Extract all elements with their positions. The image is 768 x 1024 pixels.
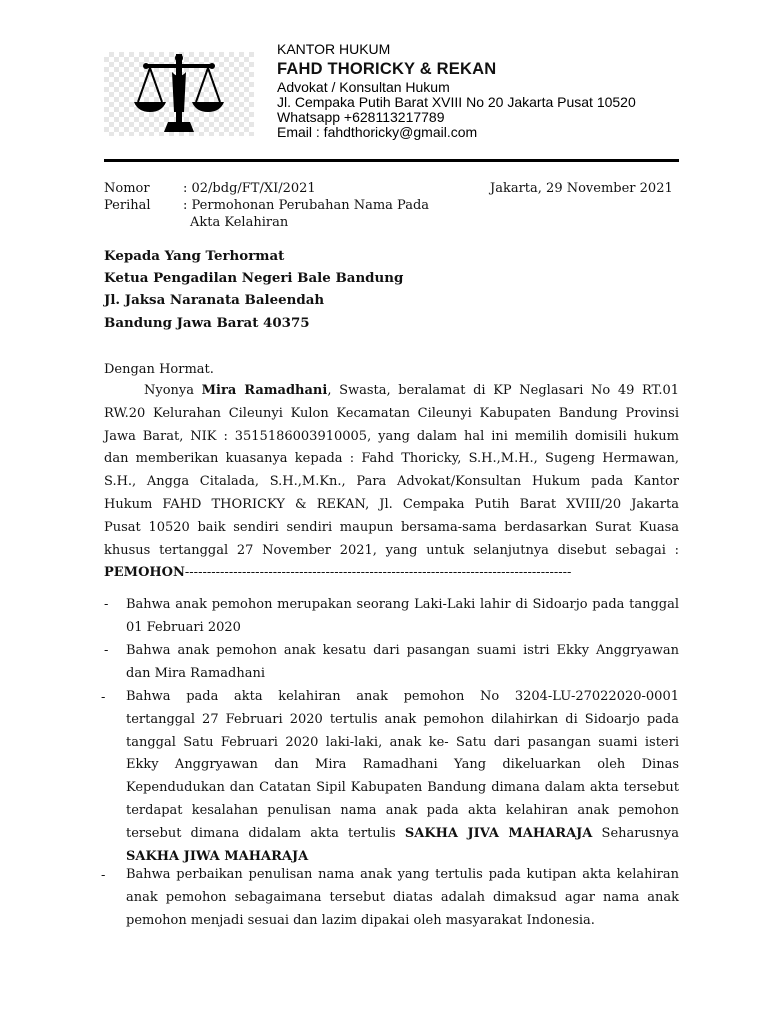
pemohon-line (104, 562, 679, 585)
applicant-name: Mira Ramadhani (201, 383, 328, 398)
body-line: Jawa Barat, NIK : 3515186003910005, yang dalam hal ini memilih domisili hukum (104, 428, 679, 444)
perihal-value: : Permohonan Perubahan Nama Pada (183, 198, 430, 213)
dash-fill: ---------------------------------------------------------------------------------------- (184, 565, 572, 581)
perihal-value-cont: Akta Kelahiran (190, 215, 289, 230)
firm-subtitle: Advokat / Konsultan Hukum (277, 79, 450, 95)
body-line: dan memberikan kuasanya kepada : Fahd Thoricky, S.H.,M.H., Sugeng Hermawan, (104, 451, 679, 467)
recipient-line-1: Kepada Yang Terhormat (104, 248, 285, 264)
body-line: Nyonya Mira Ramadhani, Swasta, beralamat di KP Neglasari No 49 RT.01 (144, 383, 679, 398)
recipient-line-4: Bandung Jawa Barat 40375 (104, 315, 310, 331)
firm-whatsapp: Whatsapp +628113217789 (277, 109, 445, 125)
bullet-item-2: Bahwa anak pemohon anak kesatu dari pasangan suami istri Ekky Anggryawan dan Mira Ramadhani (126, 643, 679, 681)
bullet-dash: - (101, 690, 106, 705)
body-paragraph (104, 380, 679, 585)
bullet-dash: - (101, 868, 106, 883)
firm-address: Jl. Cempaka Putih Barat XVIII No 20 Jakarta Pusat 10520 (277, 94, 636, 110)
firm-name: FAHD THORICKY & REKAN (277, 60, 497, 78)
correct-name: SAKHA JIWA MAHARAJA (126, 848, 309, 864)
bullet-dash: - (104, 643, 109, 658)
body-line: khusus tertanggal 27 November 2021, yang untuk selanjutnya disebut sebagai : (104, 542, 679, 558)
nomor-label: Nomor (104, 181, 150, 196)
nomor-value: : 02/bdg/FT/XI/2021 (183, 181, 316, 196)
firm-email: Email : fahdthoricky@gmail.com (277, 124, 478, 140)
body-line: RW.20 Kelurahan Cileunyi Kulon Kecamatan Cileunyi Kabupaten Bandung Provinsi (104, 405, 679, 421)
recipient-line-3: Jl. Jaksa Naranata Baleendah (104, 292, 325, 308)
body-line: Pusat 10520 baik sendiri sendiri maupun bersama-sama berdasarkan Surat Kuasa (104, 519, 679, 535)
bullet-dash: - (104, 597, 109, 612)
letterhead-divider (104, 159, 679, 162)
letter-date: Jakarta, 29 November 2021 (490, 181, 673, 196)
scales-of-justice-icon (104, 52, 254, 136)
bullet-item-1: Bahwa anak pemohon merupakan seorang Laki-Laki lahir di Sidoarjo pada tanggal 01 Februari 2020 (126, 597, 679, 635)
perihal-label: Perihal (104, 198, 151, 213)
wrong-name: SAKHA JIVA MAHARAJA (404, 825, 593, 841)
body-line: S.H., Angga Citalada, S.H.,M.Kn., Para Advokat/Konsultan Hukum pada Kantor (104, 474, 679, 490)
bullet-item-4: Bahwa perbaikan penulisan nama anak yang tertulis pada kutipan akta kelahiran anak pemohon sebagaimana tersebut diatas adalah dimaksud agar nama anak pemohon menjadi sesuai dan lazim dipakai oleh masyarakat Indonesia. (126, 867, 679, 928)
pemohon-label: PEMOHON (104, 565, 185, 581)
recipient-line-2: Ketua Pengadilan Negeri Bale Bandung (104, 270, 404, 286)
greeting: Dengan Hormat. (104, 362, 214, 377)
firm-logo (104, 52, 254, 136)
body-line: Hukum FAHD THORICKY & REKAN, Jl. Cempaka Putih Barat XVIII/20 Jakarta (104, 496, 679, 512)
bullet-item-3: Bahwa pada akta kelahiran anak pemohon No 3204-LU-27022020-0001 tertanggal 27 Februari 2020 tertulis anak pemohon dilahirkan di Sidoarjo pada tanggal Satu Februari 2020 laki-laki, anak ke- Satu dari pasangan suami isteri Ekky Anggryawan dan Mira Ramadhani Yang dikeluarkan oleh Dinas Kependudukan dan Catatan Sipil Kabupaten Bandung dimana dalam akta tersebut terdapat kesalahan penulisan nama anak pada akta kelahiran anak pemohon tersebut dimana didalam akta tertulis SAKHA JIVA MAHARAJA Seharusnya SAKHA JIWA MAHARAJA (126, 689, 679, 864)
office-label: KANTOR HUKUM (277, 41, 391, 57)
